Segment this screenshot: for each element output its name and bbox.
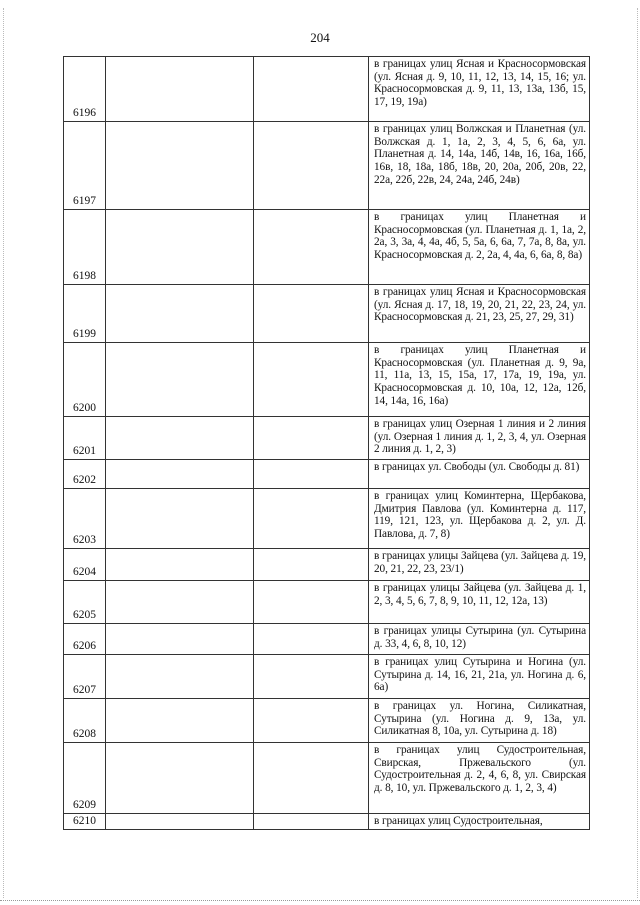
row-number: 6201 — [64, 417, 106, 460]
empty-cell — [106, 417, 254, 460]
scan-edge-bottom — [0, 900, 640, 901]
empty-cell — [106, 549, 254, 581]
table-row — [64, 743, 590, 814]
table-row — [64, 210, 590, 285]
empty-cell — [106, 489, 254, 549]
row-number: 6200 — [64, 343, 106, 417]
row-number: 6197 — [64, 122, 106, 210]
row-number: 6205 — [64, 581, 106, 624]
address-cell: в границах улиц Ясная и Красносормовская (ул. Ясная д. 17, 18, 19, 20, 21, 22, 23, 24, ул. Красносормовская д. 21, 23, 25, 27, 29, 31) — [369, 285, 590, 343]
table-row — [64, 581, 590, 624]
empty-cell — [106, 624, 254, 655]
address-cell: в границах улиц Судостроительная, Свирская, Пржевальского (ул. Судостроительная д. 2, 4, 6, 8, ул. Свирская д. 8, 10, ул. Пржевальского д. 1, 2, 3, 4) — [369, 743, 590, 814]
table-row — [64, 489, 590, 549]
empty-cell — [254, 210, 369, 285]
table-row — [64, 417, 590, 460]
empty-cell — [106, 460, 254, 489]
empty-cell — [106, 343, 254, 417]
empty-cell — [106, 57, 254, 122]
empty-cell — [106, 581, 254, 624]
table-row — [64, 57, 590, 122]
empty-cell — [254, 460, 369, 489]
address-cell: в границах улиц Планетная и Красносормовская (ул. Планетная д. 9, 9а, 11, 11а, 13, 15, 15а, 17, 17а, 19, 19а, ул. Красносормовская д. 10, 10а, 12, 12а, 12б, 14, 14а, 16, 16а) — [369, 343, 590, 417]
page-number: 204 — [310, 30, 330, 45]
table-row — [64, 624, 590, 655]
row-number: 6199 — [64, 285, 106, 343]
empty-cell — [254, 699, 369, 743]
table-row — [64, 122, 590, 210]
registry-table — [63, 56, 590, 830]
empty-cell — [106, 814, 254, 830]
table-row — [64, 549, 590, 581]
empty-cell — [106, 210, 254, 285]
empty-cell — [106, 699, 254, 743]
table-row — [64, 285, 590, 343]
address-cell: в границах улиц Озерная 1 линия и 2 линия (ул. Озерная 1 линия д. 1, 2, 3, 4, ул. Озерная 2 линия д. 1, 2, 3) — [369, 417, 590, 460]
empty-cell — [254, 57, 369, 122]
empty-cell — [106, 122, 254, 210]
row-number: 6196 — [64, 57, 106, 122]
address-cell: в границах улиц Коминтерна, Щербакова, Дмитрия Павлова (ул. Коминтерна д. 117, 119, 121, 123, ул. Щербакова д. 2, ул. Д. Павлова, д. 7, 8) — [369, 489, 590, 549]
address-cell: в границах улиц Планетная и Красносормовская (ул. Планетная д. 1, 1а, 2, 2а, 3, 3а, 4, 4а, 4б, 5, 5а, 6, 6а, 7, 7а, 8, 8а, ул. Красносормовская д. 2, 2а, 4, 4а, 6, 6а, 8, 8а) — [369, 210, 590, 285]
row-number: 6207 — [64, 655, 106, 699]
empty-cell — [254, 743, 369, 814]
empty-cell — [254, 624, 369, 655]
address-cell: в границах улицы Зайцева (ул. Зайцева д. 1, 2, 3, 4, 5, 6, 7, 8, 9, 10, 11, 12, 12а, 13) — [369, 581, 590, 624]
address-cell: в границах ул. Свободы (ул. Свободы д. 81) — [369, 460, 590, 489]
scan-edge-left — [3, 8, 4, 898]
empty-cell — [254, 343, 369, 417]
address-cell: в границах ул. Ногина, Силикатная, Сутырина (ул. Ногина д. 9, 13а, ул. Силикатная 8, 10а, ул. Сутырина д. 18) — [369, 699, 590, 743]
address-cell: в границах улиц Волжская и Планетная (ул. Волжская д. 1, 1а, 2, 3, 4, 5, 6, 6а, ул. Планетная д. 14, 14а, 14б, 14в, 16, 16а, 16б, 16в, 18, 18а, 18б, 18в, 20, 20а, 20б, 20в, 22, 22а, 22б, 22в, 24, 24а, 24б, 24в) — [369, 122, 590, 210]
row-number: 6204 — [64, 549, 106, 581]
empty-cell — [106, 743, 254, 814]
row-number: 6209 — [64, 743, 106, 814]
table-row — [64, 814, 590, 830]
scan-edge-right — [637, 8, 638, 898]
address-cell: в границах улиц Судостроительная, — [369, 814, 590, 830]
address-cell: в границах улицы Зайцева (ул. Зайцева д. 19, 20, 21, 22, 23, 23/1) — [369, 549, 590, 581]
empty-cell — [254, 655, 369, 699]
row-number: 6206 — [64, 624, 106, 655]
address-cell: в границах улиц Сутырина и Ногина (ул. Сутырина д. 14, 16, 21, 21а, ул. Ногина д. 6, 6а) — [369, 655, 590, 699]
empty-cell — [106, 655, 254, 699]
empty-cell — [254, 417, 369, 460]
address-cell: в границах улицы Сутырина (ул. Сутырина д. 33, 4, 6, 8, 10, 12) — [369, 624, 590, 655]
empty-cell — [106, 285, 254, 343]
row-number: 6202 — [64, 460, 106, 489]
empty-cell — [254, 489, 369, 549]
empty-cell — [254, 581, 369, 624]
address-cell: в границах улиц Ясная и Красносормовская (ул. Ясная д. 9, 10, 11, 12, 13, 14, 15, 16; ул. Красносормовская д. 9, 11, 13, 13а, 13б, 15, 17, 19, 19а) — [369, 57, 590, 122]
empty-cell — [254, 285, 369, 343]
empty-cell — [254, 549, 369, 581]
row-number: 6208 — [64, 699, 106, 743]
row-number: 6203 — [64, 489, 106, 549]
table-row — [64, 699, 590, 743]
table-row — [64, 460, 590, 489]
empty-cell — [254, 122, 369, 210]
row-number: 6198 — [64, 210, 106, 285]
row-number: 6210 — [64, 814, 106, 830]
table-row — [64, 655, 590, 699]
table-row — [64, 343, 590, 417]
empty-cell — [254, 814, 369, 830]
